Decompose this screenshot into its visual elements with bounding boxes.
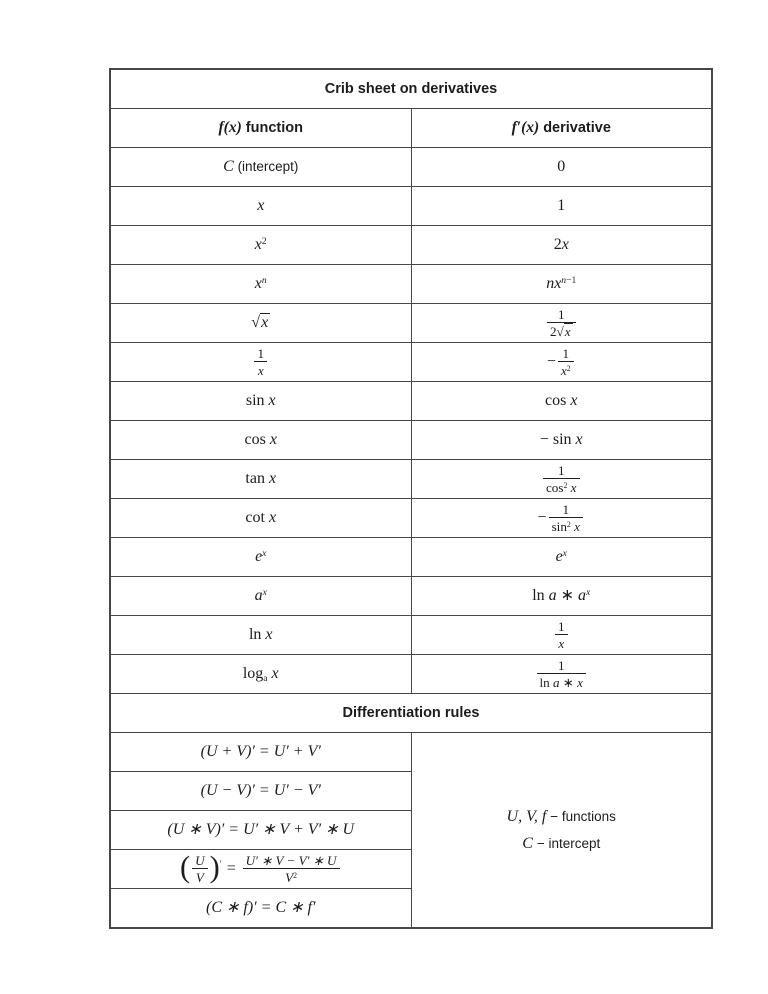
derivative-cell [411,265,712,304]
math-text: x [577,675,583,690]
math-text: a [254,587,263,604]
function-formula [245,430,277,450]
math-text: ln [532,587,549,604]
math-text: C [522,835,537,852]
fraction-denominator [254,362,267,378]
math-text: cos [545,480,564,495]
math-text: a [553,675,560,690]
math-text: ∗ [556,587,579,604]
function-header-formula [219,118,303,138]
superscript [293,871,297,880]
function-formula [251,313,270,333]
derivative-formula [553,618,570,652]
fraction-numerator [549,502,583,518]
math-text: x [564,324,571,339]
derivative-cell [411,187,712,226]
math-text: cos [545,392,571,409]
derivative-column-header [411,109,712,148]
derivative-formula [554,235,569,255]
superscript [263,587,267,598]
function-formula [255,547,266,567]
math-text: cos [244,431,270,448]
math-text: − intercept [536,836,601,851]
math-text: (U + V)′ = U′ + V′ [200,743,321,760]
function-formula [245,469,276,489]
derivative-cell [411,382,712,421]
math-text: − sin [539,431,576,448]
derivative-row [110,499,712,538]
fraction-denominator [555,635,568,651]
fraction-denominator [543,479,580,495]
math-text: (C ∗ f)′ = C ∗ f′ [206,899,316,916]
rule-formula [179,849,342,886]
math-text: U′ ∗ V − V′ ∗ U [245,852,337,868]
fraction-numerator [243,853,340,869]
function-cell [110,343,411,382]
rule-formula [201,742,321,762]
rule-formula [201,781,321,801]
derivative-cell [411,148,712,187]
derivative-cell [411,577,712,616]
function-formula [223,157,298,177]
derivative-row [110,538,712,577]
fraction [192,853,207,885]
table-title: Crib sheet on derivatives [110,69,712,109]
math-text: log [242,665,264,682]
derivative-cell [411,421,712,460]
derivative-row [110,265,712,304]
function-formula [243,664,279,684]
math-text: (intercept) [233,159,299,174]
math-text: − [537,508,547,526]
function-formula [246,391,276,411]
math-text: x [570,519,580,534]
math-text: ln [248,626,266,643]
math-text: sin [245,392,269,409]
math-text: ln [539,675,554,690]
derivative-row [110,421,712,460]
radical-icon: √ [556,324,564,339]
function-column-header [110,109,411,148]
rules-title-row [110,694,712,733]
superscript [586,587,590,598]
math-text: a [578,587,587,604]
note-line [416,803,708,830]
fraction-numerator [558,346,574,362]
table-title-row [110,69,712,109]
derivative-cell [411,538,712,577]
fraction-numerator [555,619,568,635]
superscript [561,275,576,286]
function-cell [110,304,411,343]
radicand [564,323,573,339]
fraction [549,502,583,534]
fraction-denominator [192,869,207,885]
superscript [563,481,567,490]
function-formula [245,508,276,528]
fraction-denominator [549,518,583,534]
fraction [547,307,576,339]
note-formula [507,807,616,827]
math-text: − functions [550,808,616,824]
derivative-formula [546,274,576,294]
rule-cell [110,850,411,889]
fraction [555,619,568,651]
math-text: x [268,509,277,526]
math-text: 1 [557,618,565,634]
function-cell [110,538,411,577]
rule-cell [110,772,411,811]
math-text: tan [245,470,269,487]
math-text: x [560,363,567,378]
big-paren: ( [179,849,191,884]
derivative-header-formula [512,118,611,138]
derivative-formula [532,586,590,606]
function-formula [257,196,264,216]
math-text: x [257,363,264,378]
function-cell [110,616,411,655]
superscript [567,520,571,529]
derivative-formula [541,462,582,496]
function-formula [249,625,273,645]
math-text: x [268,470,277,487]
derivative-row [110,226,712,265]
derivative-row [110,616,712,655]
fraction-numerator [254,346,267,362]
math-text: x [262,586,267,598]
math-text: x [254,236,262,253]
derivative-row [110,148,712,187]
derivative-cell [411,460,712,499]
math-text: x [267,665,279,682]
math-text: ′ [219,859,222,871]
math-text: x [265,626,273,643]
function-cell [110,577,411,616]
math-text: x [262,547,267,559]
subscript [263,673,267,684]
fraction-denominator [547,323,576,339]
derivative-formula [557,157,565,177]
function-cell [110,460,411,499]
derivative-row [110,655,712,694]
math-text: 2 [553,236,562,253]
math-text: x [554,275,562,292]
math-text: 2 [293,870,298,880]
fraction [558,346,574,378]
derivative-row [110,460,712,499]
fraction-denominator [243,869,340,885]
math-text: 2 [563,480,568,490]
fraction-numerator [192,853,207,869]
derivative-cell [411,499,712,538]
derivative-cell [411,616,712,655]
math-text: sin [551,519,567,534]
fraction [537,658,586,690]
math-text: 2 [566,363,571,373]
math-text: derivative [539,120,611,136]
square-root [557,323,573,339]
derivative-row [110,382,712,421]
math-text: C [223,158,234,175]
fraction-numerator [543,463,580,479]
superscript [262,236,267,247]
math-text: (U − V)′ = U′ − V′ [200,782,321,799]
math-text: x [561,236,569,253]
math-text: 2 [261,235,267,247]
derivative-formula [535,657,588,691]
math-text: 1 [562,501,570,517]
math-text: x [257,197,265,214]
math-text: a [263,672,268,684]
function-cell [110,382,411,421]
function-cell [110,499,411,538]
derivative-cell [411,304,712,343]
note-formula [522,834,600,854]
math-text: U [195,852,205,868]
derivative-row [110,304,712,343]
big-paren: ) [209,849,220,884]
fraction [254,346,267,378]
fraction [543,463,580,495]
superscript [220,859,222,870]
function-cell [110,187,411,226]
derivative-formula [545,306,578,340]
math-text: x [268,392,276,409]
rule-formula [167,820,354,840]
math-text: x [586,586,591,598]
math-text: a [548,587,557,604]
fraction [243,853,340,885]
rule-cell [110,889,411,929]
derivative-row [110,343,712,382]
derivatives-table [109,68,713,929]
superscript [262,548,266,559]
derivative-row [110,187,712,226]
function-cell [110,226,411,265]
rule-row [110,733,712,772]
fraction-denominator [558,362,574,378]
math-text: 2 [566,519,571,529]
math-text: 1 [257,345,265,361]
math-text: x [254,275,262,292]
math-text: − [546,352,556,370]
math-text: 1 [557,657,565,673]
math-text: −1 [566,274,577,286]
rule-formula [206,898,316,918]
math-text: n [561,274,567,286]
math-text: n [261,274,267,286]
math-text: 1 [557,462,565,478]
note-line [416,830,708,857]
math-text: x [575,431,583,448]
column-header-row [110,109,712,148]
math-text: 1 [562,345,570,361]
math-text: 1 [557,306,565,322]
rule-cell [110,733,411,772]
math-text: n [546,275,555,292]
math-text: x [567,480,577,495]
math-text: U, V, f [506,807,551,825]
function-cell [110,148,411,187]
notes-cell [411,733,712,929]
function-cell [110,655,411,694]
derivative-formula [556,547,567,567]
math-text: ∗ [559,675,578,690]
math-text: cot [245,509,269,526]
derivative-cell [411,655,712,694]
math-text: e [555,548,563,565]
derivative-formula [538,501,585,535]
superscript [563,548,567,559]
derivative-cell [411,343,712,382]
math-text: x [558,636,565,651]
function-cell [110,265,411,304]
superscript [262,275,267,286]
function-formula [255,235,267,255]
derivative-formula [545,391,577,411]
math-text: V [195,870,204,885]
math-text: e [255,548,263,565]
math-text: f(x) [218,119,242,136]
radicand [260,313,270,331]
math-text: 0 [557,158,566,175]
fraction-denominator [537,674,586,690]
math-text: 1 [557,197,566,214]
function-formula [252,345,269,379]
radical-icon: √ [251,314,261,331]
fraction-numerator [537,658,586,674]
math-text: x [261,314,269,331]
rules-title: Differentiation rules [110,694,712,733]
math-text: x [570,392,578,409]
math-text: function [241,120,303,136]
derivatives-table-body [110,69,712,928]
derivative-formula [540,430,583,450]
math-text: x [562,547,567,559]
function-formula [255,274,267,294]
function-formula [255,586,267,606]
math-text: (U ∗ V)′ = U′ ∗ V + V′ ∗ U [167,821,355,838]
function-cell [110,421,411,460]
derivative-formula [557,196,565,216]
math-text: = [221,859,241,877]
superscript [567,364,571,373]
rule-cell [110,811,411,850]
derivative-row [110,577,712,616]
math-text: x [269,431,277,448]
square-root [251,313,270,331]
fraction-numerator [547,307,576,323]
math-text: f′(x) [511,119,540,136]
derivative-formula [547,345,576,379]
math-text: 2 [549,324,557,339]
math-text: V [285,870,294,885]
derivative-cell [411,226,712,265]
